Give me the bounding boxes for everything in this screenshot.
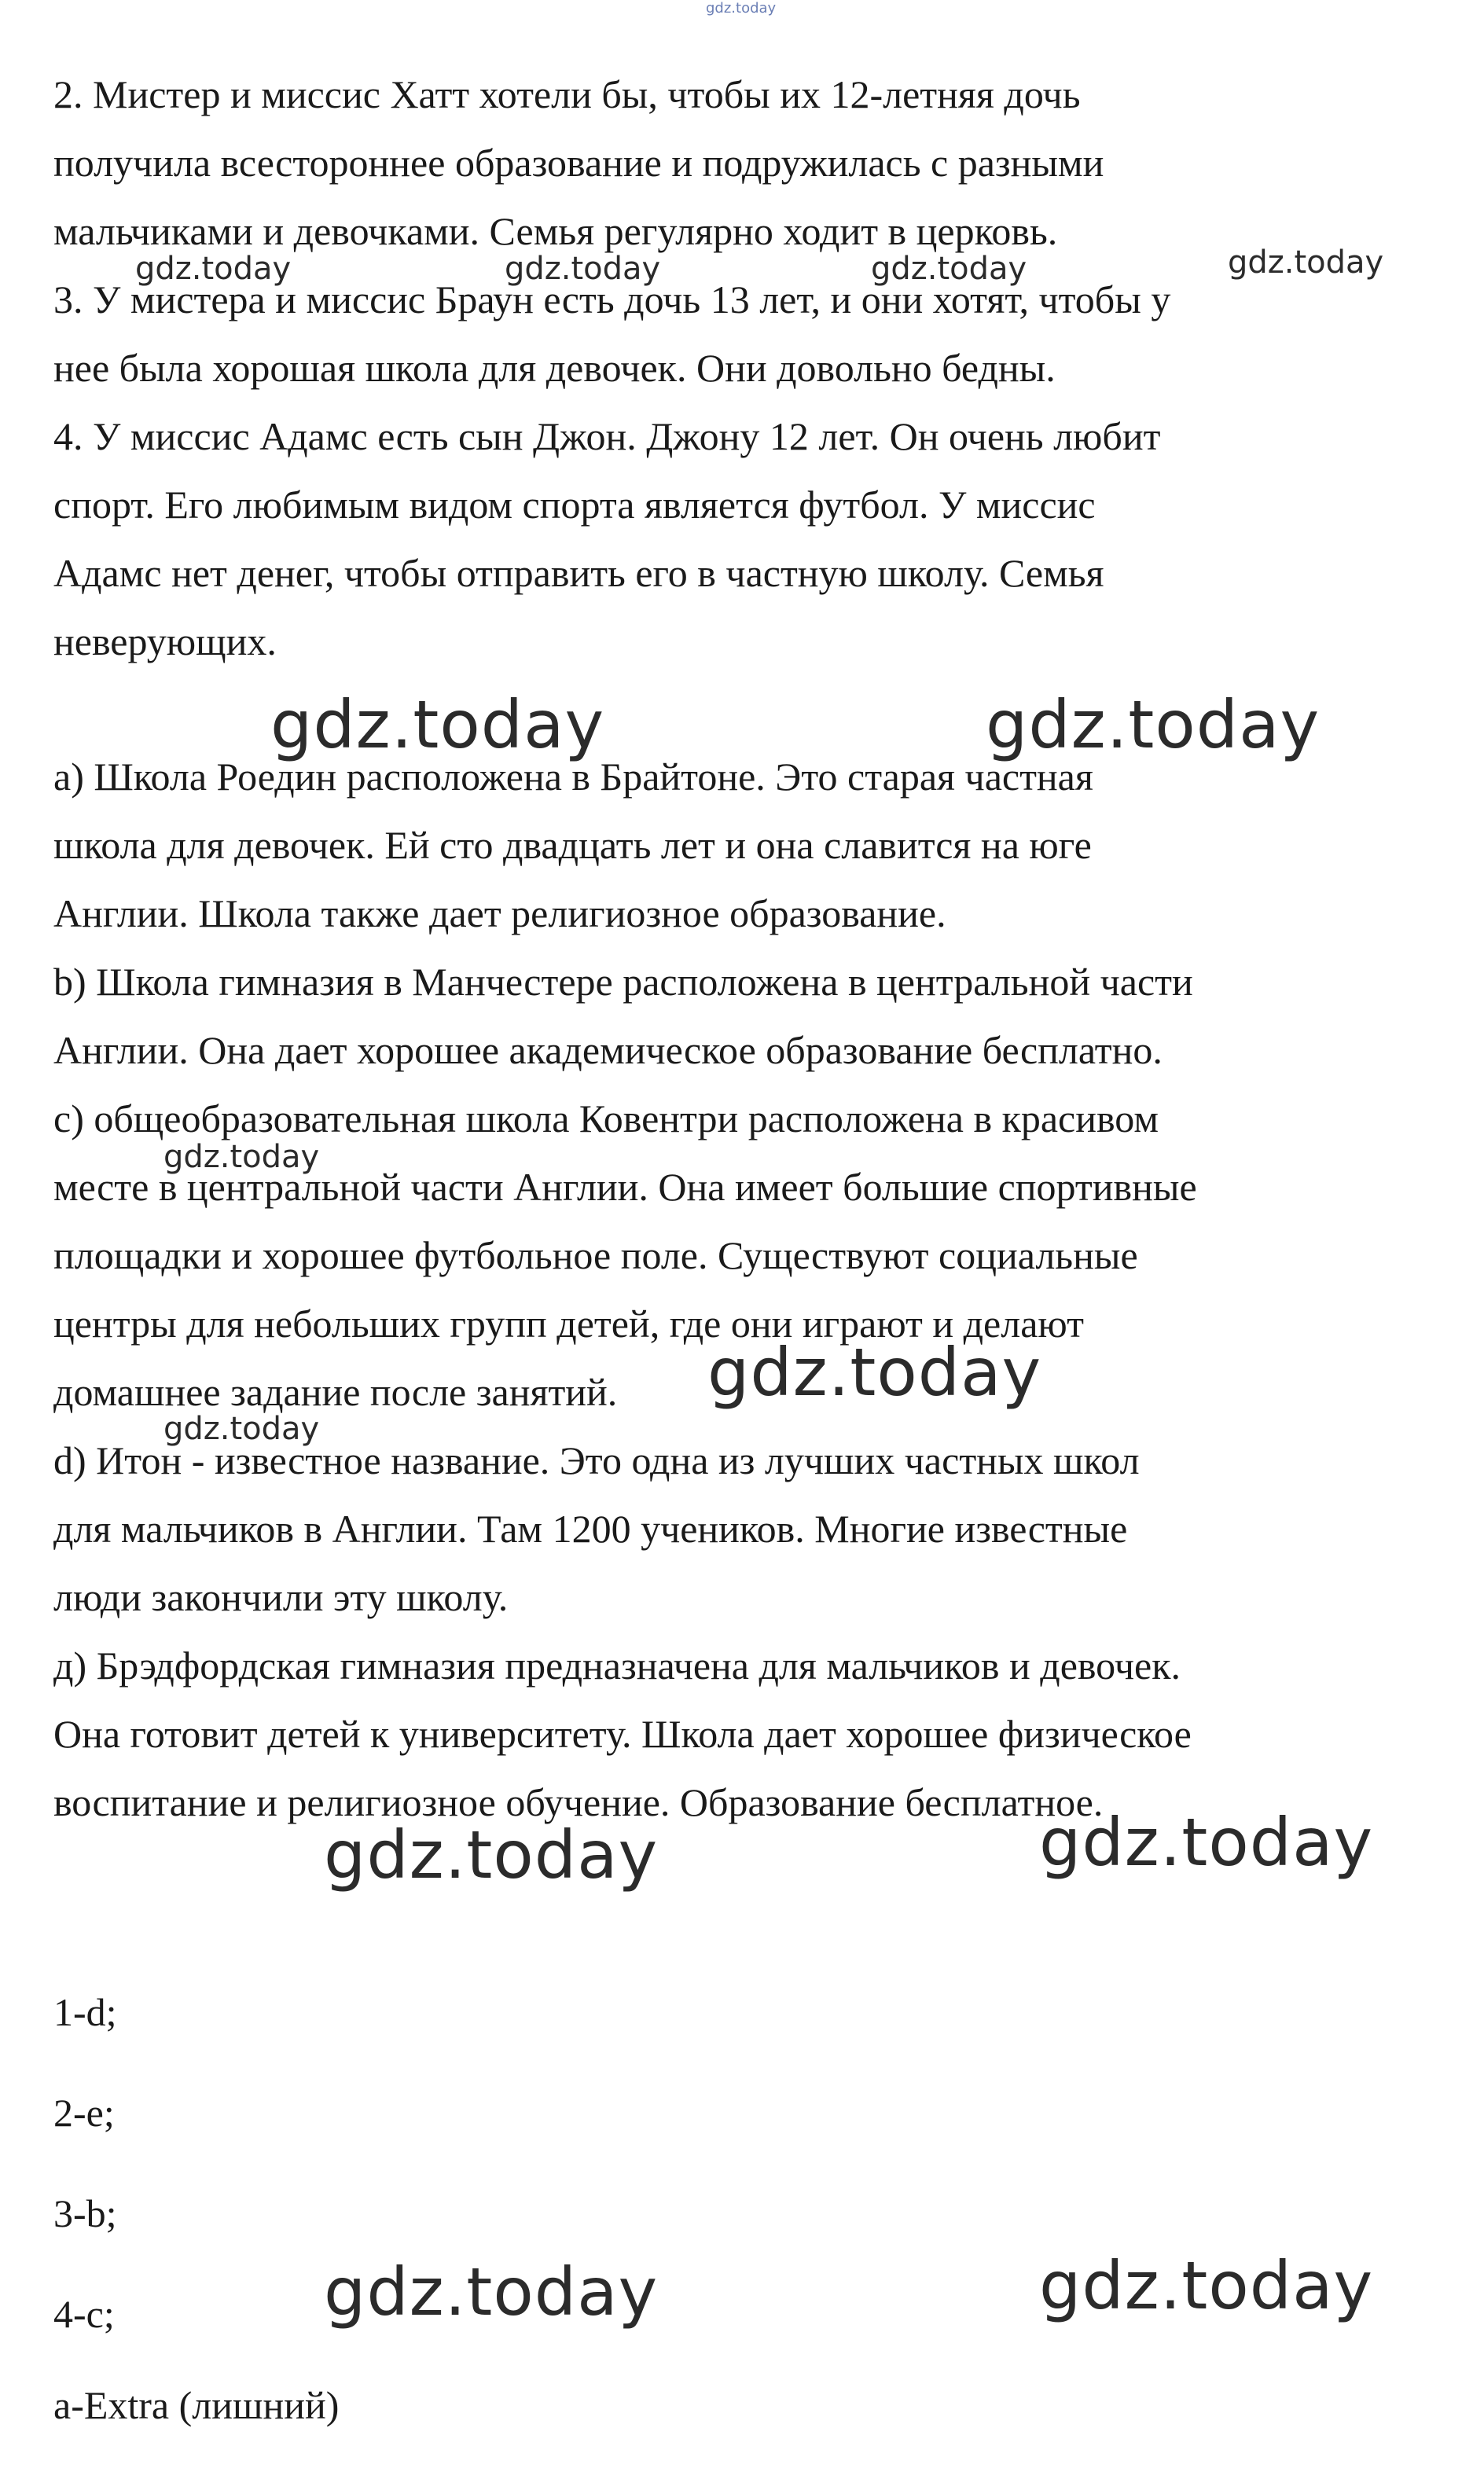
task-line: неверующих. [53,619,277,663]
watermark: gdz.today [871,251,1027,287]
watermark: gdz.today [1039,2247,1374,2324]
task-line: Адамс нет денег, чтобы отправить его в частную школу. Семья [53,551,1104,595]
watermark: gdz.today [163,1139,320,1175]
school-line: люди закончили эту школу. [53,1575,509,1619]
answer-line: 1-d; [53,1990,117,2034]
school-line: месте в центральной части Англии. Она имеет большие спортивные [53,1165,1197,1209]
school-line: d) Итон - известное название. Это одна из лучших частных школ [53,1438,1140,1482]
school-line: b) Школа гимназия в Манчестере расположена в центральной части [53,960,1193,1004]
task-line: 2. Мистер и миссис Хатт хотели бы, чтобы их 12-летняя дочь [53,72,1081,116]
task-line: 3. У мистера и миссис Браун есть дочь 13 лет, и они хотят, чтобы у [53,277,1171,321]
school-line: воспитание и религиозное обучение. Образование бесплатное. [53,1780,1104,1824]
answer-line: 2-е; [53,2091,115,2135]
watermark: gdz.today [324,1816,659,1893]
school-line: площадки и хорошее футбольное поле. Существуют социальные [53,1233,1138,1277]
school-line: центры для небольших групп детей, где они играют и делают [53,1302,1084,1346]
task-line: получила всестороннее образование и подружилась с разными [53,141,1104,185]
school-line: Она готовит детей к университету. Школа дает хорошее физическое [53,1712,1192,1756]
task-line: нее была хорошая школа для девочек. Они довольно бедны. [53,346,1056,390]
answer-line: 4-c; [53,2292,115,2336]
watermark: gdz.today [163,1411,320,1447]
watermark: gdz.today [1039,1804,1374,1881]
school-line: с) общеобразовательная школа Ковентри расположена в красивом [53,1096,1159,1140]
answer-line: a-Extra (лишний) [53,2383,340,2427]
school-line: д) Брэдфордская гимназия предназначена для мальчиков и девочек. [53,1643,1181,1688]
school-line: домашнее задание после занятий. [53,1370,618,1414]
watermark: gdz.today [707,1334,1042,1411]
watermark: gdz.today [270,686,605,763]
school-line: Англии. Она дает хорошее академическое образование бесплатно. [53,1028,1163,1072]
watermark: gdz.today [505,251,661,287]
task-line: мальчиками и девочками. Семья регулярно ходит в церковь. [53,209,1058,253]
school-line: Англии. Школа также дает религиозное образование. [53,891,946,935]
school-line: а) Школа Роедин расположена в Брайтоне. Это старая частная [53,755,1093,799]
watermark: gdz.today [1228,244,1384,281]
answer-line: 3-b; [53,2191,117,2235]
task-line: 4. У миссис Адамс есть сын Джон. Джону 12 лет. Он очень любит [53,414,1161,458]
header-watermark: gdz.today [706,0,777,17]
watermark: gdz.today [324,2253,659,2330]
task-line: спорт. Его любимым видом спорта является футбол. У миссис [53,483,1096,527]
watermark: gdz.today [135,251,292,287]
school-line: для мальчиков в Англии. Там 1200 учеников. Многие известные [53,1507,1128,1551]
school-line: школа для девочек. Ей сто двадцать лет и она славится на юге [53,823,1092,867]
watermark: gdz.today [986,686,1321,763]
